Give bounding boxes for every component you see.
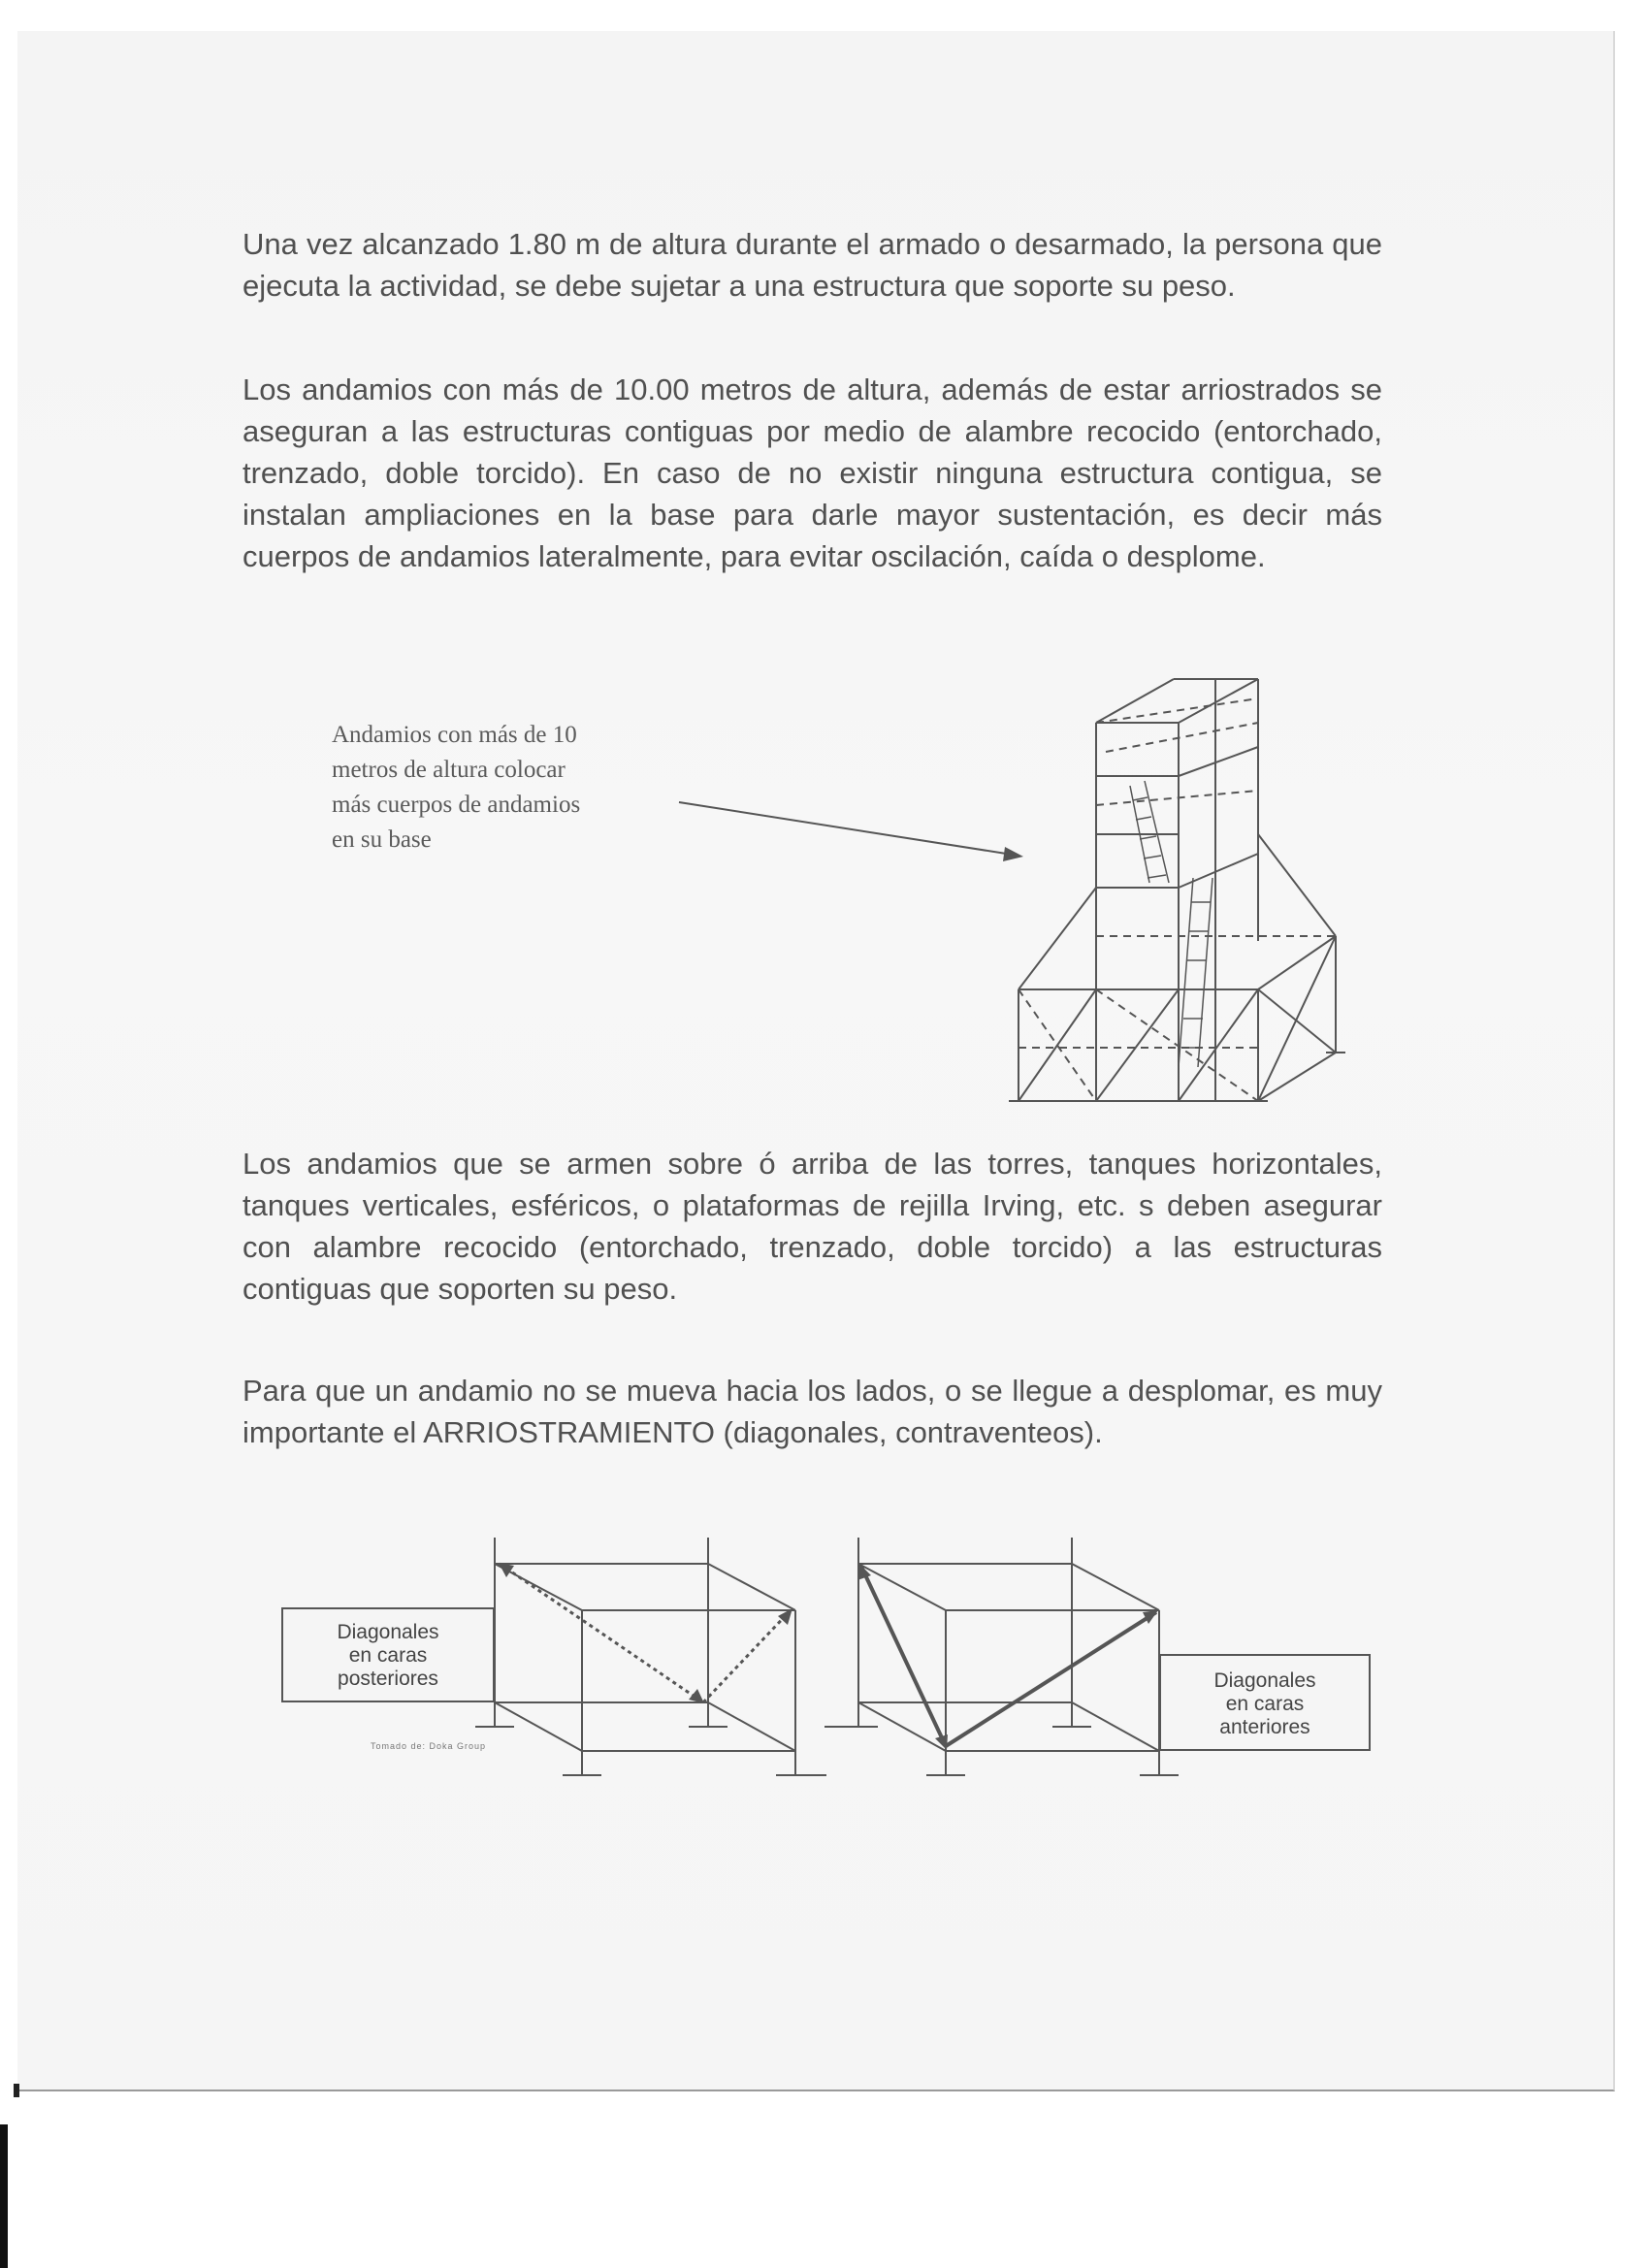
rear-bracing-cube — [475, 1538, 826, 1775]
rear-label-line: Diagonales — [337, 1621, 439, 1643]
front-bracing-cube — [824, 1538, 1179, 1775]
front-label-line: anteriores — [1219, 1716, 1310, 1738]
figure1-caption-line: Andamios con más de 10 — [332, 722, 577, 748]
figure1-caption-line: en su base — [332, 826, 432, 853]
front-label-line: Diagonales — [1213, 1669, 1316, 1692]
figure-credit: Tomado de: Doka Group — [371, 1741, 487, 1751]
front-diagonals-label — [1159, 1654, 1371, 1751]
paragraph-bracing: Para que un andamio no se mueva hacia los lados, o se llegue a desplomar, es muy importante el ARRIOSTRAMIENTO (diagonales, contraventeos). — [242, 1374, 1382, 1449]
paragraph-structures: Los andamios que se armen sobre ó arriba de las torres, tanques horizontales, tanques verticales, esféricos, o plataformas de rejilla Irving, etc. s deben asegurar con alambre recocido (entorchado, trenzado, doble torcido) a las estructuras contiguas que soporten su peso. — [242, 1147, 1382, 1306]
figure1-caption-line: más cuerpos de andamios — [332, 792, 581, 818]
figure1-caption-line: metros de altura colocar — [332, 757, 566, 783]
paragraph-tall-scaffolds: Los andamios con más de 10.00 metros de altura, además de estar arriostrados se aseguran a las estructuras contiguas por medio de alambre recocido (entorchado, trenzado, doble torcido). En caso de no existir ninguna estructura contigua, se instalan ampliaciones en la base para darle mayor sustentación, es decir más cuerpos de andamios lateralmente, para evitar oscilación, caída o desplome. — [242, 373, 1382, 573]
paragraph-height-safety: Una vez alcanzado 1.80 m de altura durante el armado o desarmado, la persona que ejecuta la actividad, se debe sujetar a una estructura que soporte su peso. — [242, 227, 1382, 303]
front-label-line: en caras — [1225, 1693, 1305, 1715]
rear-label-line: posteriores — [338, 1668, 438, 1690]
rear-label-line: en caras — [348, 1644, 428, 1667]
rear-diagonals-label — [281, 1607, 495, 1702]
